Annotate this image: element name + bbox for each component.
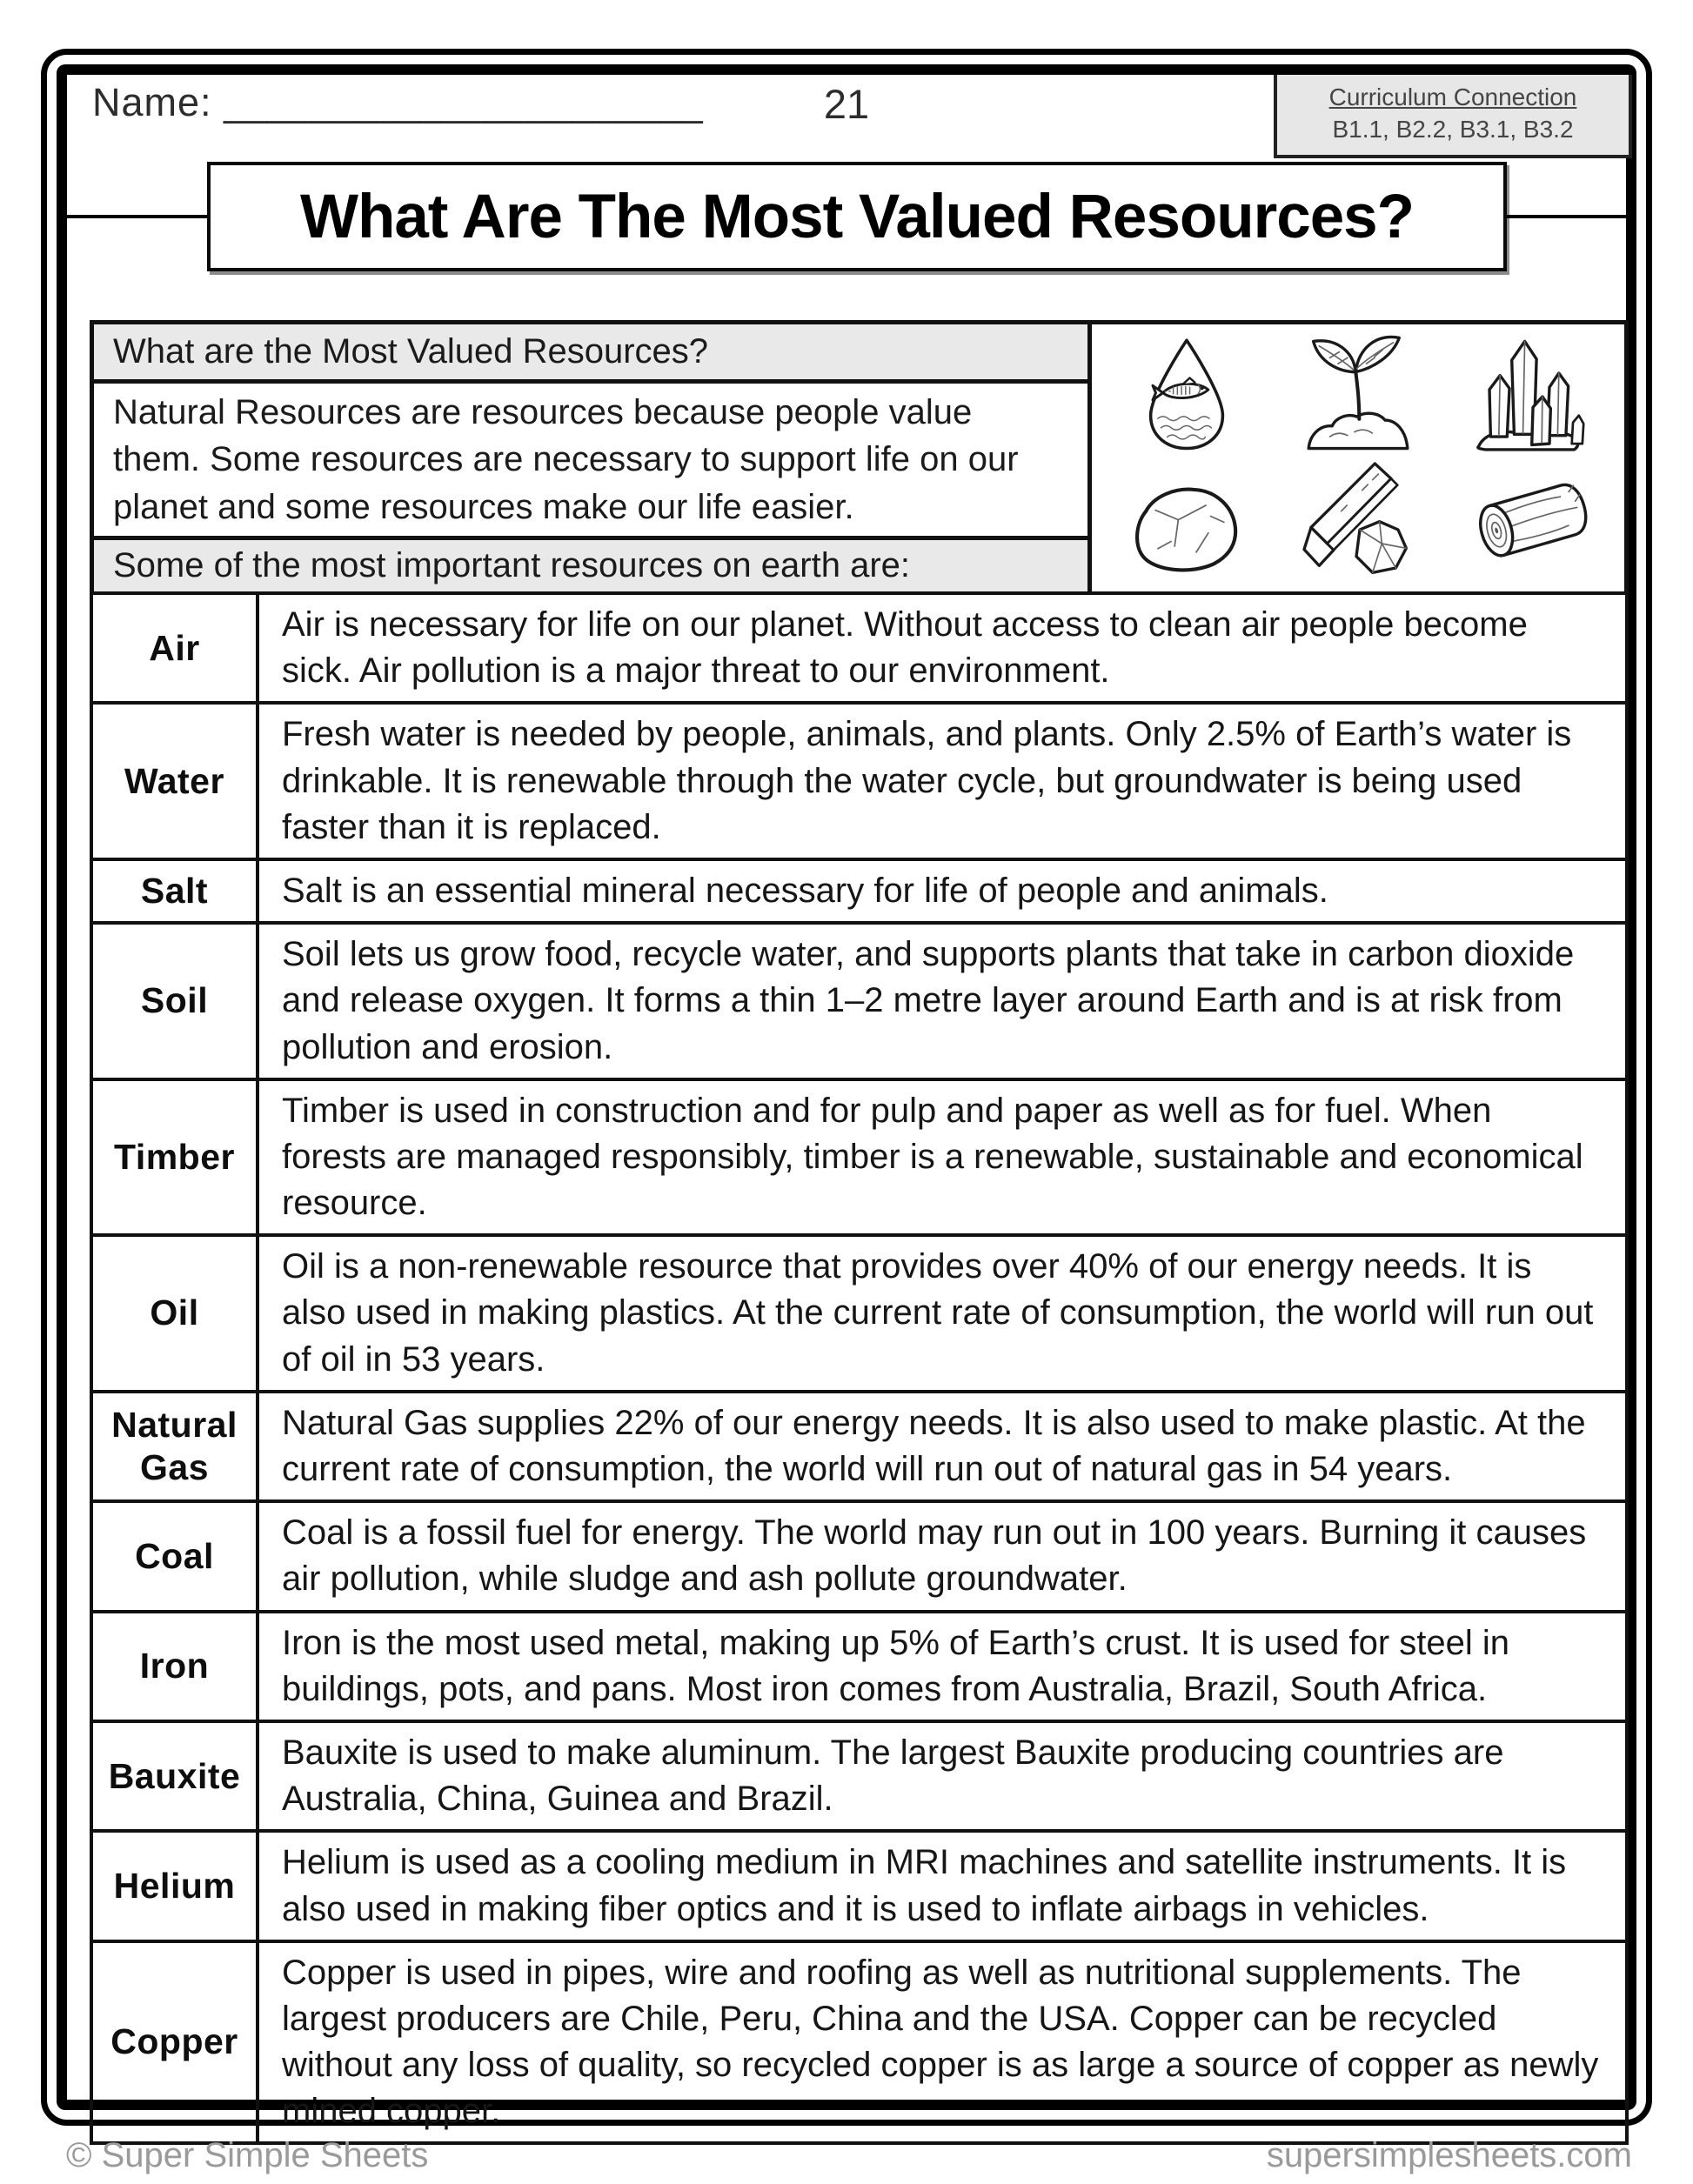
table-row [91, 1392, 1627, 1501]
table-row [91, 859, 1627, 923]
crystals-illustration [1460, 333, 1599, 457]
resource-label: Helium [91, 1831, 258, 1940]
intro-body [94, 384, 1087, 536]
resource-description: Fresh water is needed by people, animals, and plants. Only 2.5% of Earth’s water is drinkable. It is renewable through the water cycle, but groundwater is being used faster than it is replaced. [258, 703, 1627, 859]
resource-label: Salt [91, 859, 258, 923]
intro-table [90, 320, 1629, 591]
water-drop-fish-illustration [1121, 333, 1252, 457]
resource-description: Helium is used as a cooling medium in MRI machines and satellite instruments. It is also used in making fiber optics and it is used to inflate airbags in vehicles. [258, 1831, 1627, 1940]
resource-label: Natural Gas [91, 1392, 258, 1501]
intro-body-text: Natural Resources are resources because people value them. Some resources are necessary to support life on our planet and some resources make our life easier. [113, 392, 1019, 526]
table-row [91, 1612, 1627, 1721]
resource-description: Timber is used in construction and for pulp and paper as well as for fuel. When forests are managed responsibly, timber is a renewable, sustainable and economical resource. [258, 1079, 1627, 1236]
steel-beam-coal-illustration [1288, 460, 1428, 582]
table-row [91, 1235, 1627, 1392]
resource-description: Iron is the most used metal, making up 5% of Earth’s crust. It is used for steel in buildings, pots, and pans. Most iron comes from Australia, Brazil, South Africa. [258, 1612, 1627, 1721]
resource-label: Air [91, 593, 258, 703]
resource-description: Copper is used in pipes, wire and roofing as well as nutritional supplements. The largest producers are Chile, Peru, China and the USA. Copper can be recycled without any loss of quality, so recycled copper is as large a source of copper as newly mined copper. [258, 1941, 1627, 2144]
footer-website: supersimplesheets.com [1266, 2136, 1632, 2174]
resource-label: Timber [91, 1079, 258, 1236]
name-label: Name: [92, 80, 212, 124]
seedling-illustration [1288, 333, 1428, 457]
table-row [91, 923, 1627, 1079]
page-title: What Are The Most Valued Resources? [207, 162, 1507, 271]
resource-label: Bauxite [91, 1721, 258, 1831]
resource-label: Iron [91, 1612, 258, 1721]
log-illustration [1458, 461, 1602, 581]
resources-table [90, 591, 1629, 2145]
rock-illustration [1117, 461, 1256, 581]
page-number: 21 [823, 81, 870, 127]
name-underline: ______________________ [224, 80, 703, 124]
resource-label: Soil [91, 923, 258, 1079]
resource-label: Coal [91, 1501, 258, 1611]
resource-description: Coal is a fossil fuel for energy. The world may run out in 100 years. Burning it causes air pollution, while sludge and ash pollute groundwater. [258, 1501, 1627, 1611]
intro-question: What are the Most Valued Resources? [94, 324, 1087, 384]
resource-description: Air is necessary for life on our planet. Without access to clean air people become sick. Air pollution is a major threat to our environment. [258, 593, 1627, 703]
resource-description: Salt is an essential mineral necessary for life of people and animals. [258, 859, 1627, 923]
resource-label: Water [91, 703, 258, 859]
table-row [91, 1501, 1627, 1611]
intro-lead-in: Some of the most important resources on earth are: [94, 536, 1087, 591]
curriculum-title: Curriculum Connection [1328, 83, 1577, 110]
resource-description: Soil lets us grow food, recycle water, and supports plants that take in carbon dioxide and release oxygen. It forms a thin 1–2 metre layer around Earth and is at risk from pollution and erosion. [258, 923, 1627, 1079]
resource-description: Bauxite is used to make aluminum. The largest Bauxite producing countries are Australia, China, Guinea and Brazil. [258, 1721, 1627, 1831]
resource-description: Oil is a non-renewable resource that provides over 40% of our energy needs. It is also used in making plastics. At the current rate of consumption, the world will run out of oil in 53 years. [258, 1235, 1627, 1392]
curriculum-connection-box [1274, 75, 1632, 158]
table-row [91, 1079, 1627, 1236]
table-row [91, 1721, 1627, 1831]
resource-description: Natural Gas supplies 22% of our energy needs. It is also used to make plastic. At the current rate of consumption, the world will run out of natural gas in 54 years. [258, 1392, 1627, 1501]
footer-copyright: © Super Simple Sheets [66, 2136, 429, 2174]
intro-text-column [94, 324, 1092, 591]
resource-label: Oil [91, 1235, 258, 1392]
table-row [91, 703, 1627, 859]
resource-label: Copper [91, 1941, 258, 2144]
table-row [91, 593, 1627, 703]
illustration-panel [1092, 324, 1624, 591]
curriculum-codes: B1.1, B2.2, B3.1, B3.2 [1332, 115, 1574, 143]
table-row [91, 1831, 1627, 1940]
table-row [91, 1941, 1627, 2144]
